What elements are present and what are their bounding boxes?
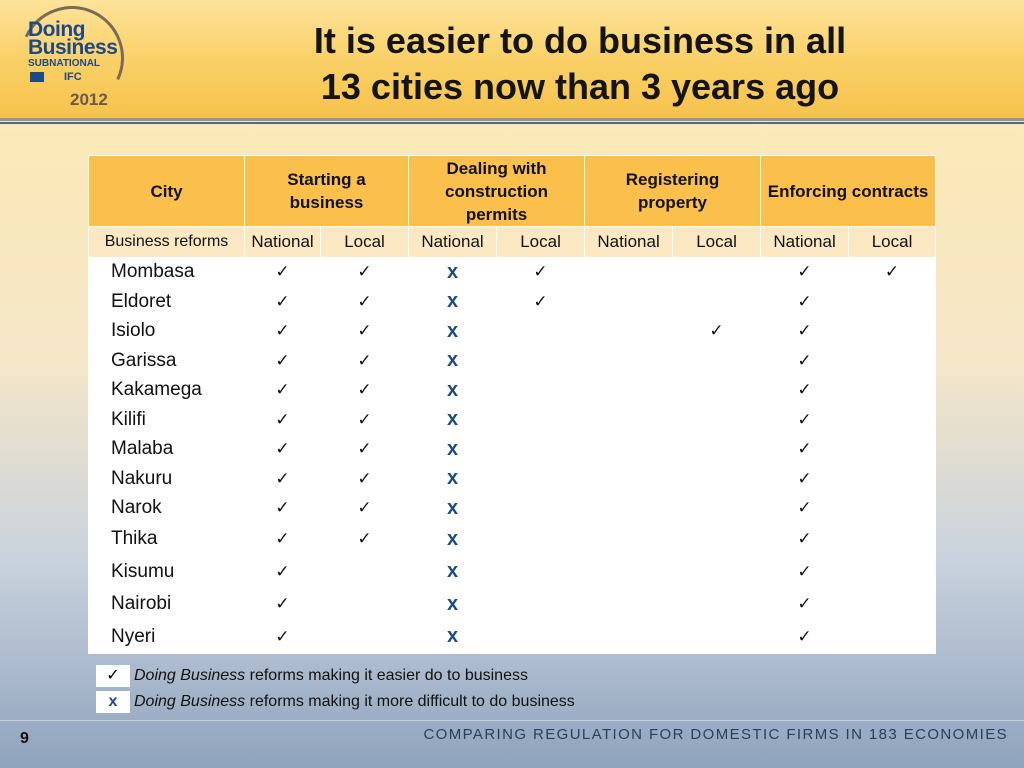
check-icon: ✓: [321, 287, 409, 317]
cell: [849, 556, 936, 589]
city-cell: Isiolo: [89, 317, 245, 347]
city-cell: Kilifi: [89, 405, 245, 435]
cell: [849, 287, 936, 317]
x-mark-icon: x: [409, 621, 497, 654]
header-divider-dark: [0, 122, 1024, 124]
x-mark-icon: x: [409, 376, 497, 406]
slide-title-line1: It is easier to do business in all: [313, 20, 847, 61]
cell: [673, 287, 761, 317]
check-icon: ✓: [245, 523, 321, 556]
table-row: [89, 464, 936, 494]
subheader-local: Local: [849, 227, 936, 258]
check-icon: ✓: [321, 346, 409, 376]
legend-italic-label: Doing Business: [134, 693, 246, 710]
cell: [585, 317, 673, 347]
cell: [849, 494, 936, 524]
check-icon: ✓: [761, 588, 849, 621]
x-mark-icon: x: [409, 464, 497, 494]
table-row: [89, 588, 936, 621]
check-icon: ✓: [245, 287, 321, 317]
check-icon: ✓: [497, 258, 585, 288]
legend-easier-desc: reforms making it easier do to business: [245, 667, 528, 684]
x-mark-icon: x: [409, 588, 497, 621]
header-divider: [0, 118, 1024, 121]
check-icon: ✓: [673, 317, 761, 347]
header-construction-permits: Dealing with construction permits: [409, 156, 585, 227]
logo-text-subnational: SUBNATIONAL: [28, 58, 101, 69]
check-icon: ✓: [321, 376, 409, 406]
table-row: [89, 494, 936, 524]
check-icon: ✓: [321, 317, 409, 347]
check-icon: ✓: [245, 376, 321, 406]
cell: [497, 523, 585, 556]
check-icon: ✓: [761, 405, 849, 435]
check-icon: ✓: [761, 621, 849, 654]
cell: [585, 258, 673, 288]
cell: [673, 258, 761, 288]
cell: [849, 405, 936, 435]
header-city: City: [89, 156, 245, 227]
x-mark-icon: x: [409, 405, 497, 435]
cell: [673, 435, 761, 465]
check-icon: ✓: [761, 435, 849, 465]
logo-text-year: 2012: [70, 90, 108, 109]
cell: [849, 317, 936, 347]
cell: [585, 523, 673, 556]
check-icon: ✓: [245, 405, 321, 435]
cell: [849, 523, 936, 556]
subheader-national: National: [585, 227, 673, 258]
reforms-table: [88, 155, 936, 654]
check-icon: ✓: [849, 258, 936, 288]
table-header-row: [89, 156, 936, 227]
check-icon: ✓: [321, 523, 409, 556]
cell: [497, 376, 585, 406]
table-row: [89, 258, 936, 288]
cell: [585, 405, 673, 435]
check-icon: ✓: [321, 494, 409, 524]
header-enforcing-contracts: Enforcing contracts: [761, 156, 936, 227]
check-icon: ✓: [761, 346, 849, 376]
cell: [673, 523, 761, 556]
check-icon: ✓: [761, 317, 849, 347]
table-row: [89, 556, 936, 589]
cell: [673, 556, 761, 589]
check-icon: ✓: [761, 464, 849, 494]
cell: [849, 346, 936, 376]
subheader-national: National: [761, 227, 849, 258]
check-icon: ✓: [761, 376, 849, 406]
check-icon: ✓: [761, 494, 849, 524]
cell: [585, 621, 673, 654]
legend-italic-label: Doing Business: [134, 667, 246, 684]
check-icon: ✓: [761, 287, 849, 317]
x-mark-icon: x: [409, 494, 497, 524]
city-cell: Narok: [89, 494, 245, 524]
table-row: [89, 405, 936, 435]
check-icon: ✓: [245, 317, 321, 347]
cell: [849, 376, 936, 406]
cell: [585, 556, 673, 589]
city-cell: Nyeri: [89, 621, 245, 654]
city-cell: Nairobi: [89, 588, 245, 621]
subheader-local: Local: [497, 227, 585, 258]
x-mark-icon: x: [409, 435, 497, 465]
check-icon: ✓: [321, 405, 409, 435]
cell: [497, 405, 585, 435]
city-cell: Kisumu: [89, 556, 245, 589]
header-starting-business: Starting a business: [245, 156, 409, 227]
cell: [497, 588, 585, 621]
check-icon: ✓: [245, 621, 321, 654]
header-registering-property: Registering property: [585, 156, 761, 227]
cell: [673, 346, 761, 376]
cell: [673, 376, 761, 406]
table-row: [89, 317, 936, 347]
check-icon: ✓: [245, 464, 321, 494]
check-icon: ✓: [761, 556, 849, 589]
footer-divider: [0, 720, 1024, 721]
x-mark-icon: x: [409, 258, 497, 288]
cell: [849, 435, 936, 465]
table-row: [89, 376, 936, 406]
cell: [585, 435, 673, 465]
slide-title-line2: 13 cities now than 3 years ago: [320, 66, 840, 107]
cell: [585, 464, 673, 494]
cell: [585, 494, 673, 524]
city-cell: Nakuru: [89, 464, 245, 494]
x-mark-icon: x: [409, 556, 497, 589]
page-number: 9: [20, 730, 29, 747]
table-row: [89, 523, 936, 556]
cell: [321, 588, 409, 621]
logo-text-ifc: IFC: [64, 71, 82, 83]
cell: [585, 287, 673, 317]
check-icon: ✓: [497, 287, 585, 317]
cell: [673, 494, 761, 524]
table-subheader-row: [89, 227, 936, 258]
x-mark-icon: x: [96, 691, 130, 713]
city-cell: Kakamega: [89, 376, 245, 406]
check-icon: ✓: [761, 258, 849, 288]
logo-text-business: Business: [28, 36, 118, 59]
x-mark-icon: x: [409, 523, 497, 556]
table-row: [89, 346, 936, 376]
cell: [321, 556, 409, 589]
cell: [673, 405, 761, 435]
table-row: [89, 621, 936, 654]
cell: [497, 317, 585, 347]
cell: [849, 621, 936, 654]
x-mark-icon: x: [409, 317, 497, 347]
check-icon: ✓: [245, 435, 321, 465]
cell: [849, 588, 936, 621]
city-cell: Malaba: [89, 435, 245, 465]
cell: [585, 376, 673, 406]
table-row: [89, 435, 936, 465]
subheader-national: National: [245, 227, 321, 258]
table-body: [89, 258, 936, 654]
cell: [497, 621, 585, 654]
legend-harder-desc: reforms making it more difficult to do business: [245, 693, 575, 710]
table-row: [89, 287, 936, 317]
logo-text-doing: Doing: [28, 18, 85, 41]
cell: [497, 464, 585, 494]
subheader-business-reforms: Business reforms: [89, 227, 245, 258]
world-bank-badge-icon: [30, 72, 44, 82]
check-icon: ✓: [761, 523, 849, 556]
legend-row-easier: [96, 665, 716, 687]
check-icon: ✓: [321, 258, 409, 288]
subheader-local: Local: [673, 227, 761, 258]
cell: [497, 556, 585, 589]
legend-text-easier: [134, 666, 528, 686]
check-icon: ✓: [245, 258, 321, 288]
check-icon: ✓: [245, 556, 321, 589]
cell: [585, 346, 673, 376]
check-icon: ✓: [245, 494, 321, 524]
city-cell: Garissa: [89, 346, 245, 376]
check-icon: ✓: [245, 588, 321, 621]
check-icon: ✓: [321, 435, 409, 465]
x-mark-icon: x: [409, 346, 497, 376]
footer-tagline: COMPARING REGULATION FOR DOMESTIC FIRMS IN 183 ECONOMIES: [423, 726, 1008, 743]
city-cell: Eldoret: [89, 287, 245, 317]
cell: [497, 435, 585, 465]
legend-text-harder: [134, 692, 575, 712]
city-cell: Mombasa: [89, 258, 245, 288]
check-icon: ✓: [96, 665, 130, 687]
cell: [497, 346, 585, 376]
cell: [497, 494, 585, 524]
slide-title: [150, 18, 1010, 110]
cell: [321, 621, 409, 654]
check-icon: ✓: [245, 346, 321, 376]
cell: [673, 621, 761, 654]
subheader-local: Local: [321, 227, 409, 258]
cell: [673, 464, 761, 494]
cell: [849, 464, 936, 494]
city-cell: Thika: [89, 523, 245, 556]
doing-business-logo: [6, 4, 126, 114]
cell: [673, 588, 761, 621]
check-icon: ✓: [321, 464, 409, 494]
x-mark-icon: x: [409, 287, 497, 317]
cell: [585, 588, 673, 621]
subheader-national: National: [409, 227, 497, 258]
legend-row-harder: [96, 691, 716, 713]
